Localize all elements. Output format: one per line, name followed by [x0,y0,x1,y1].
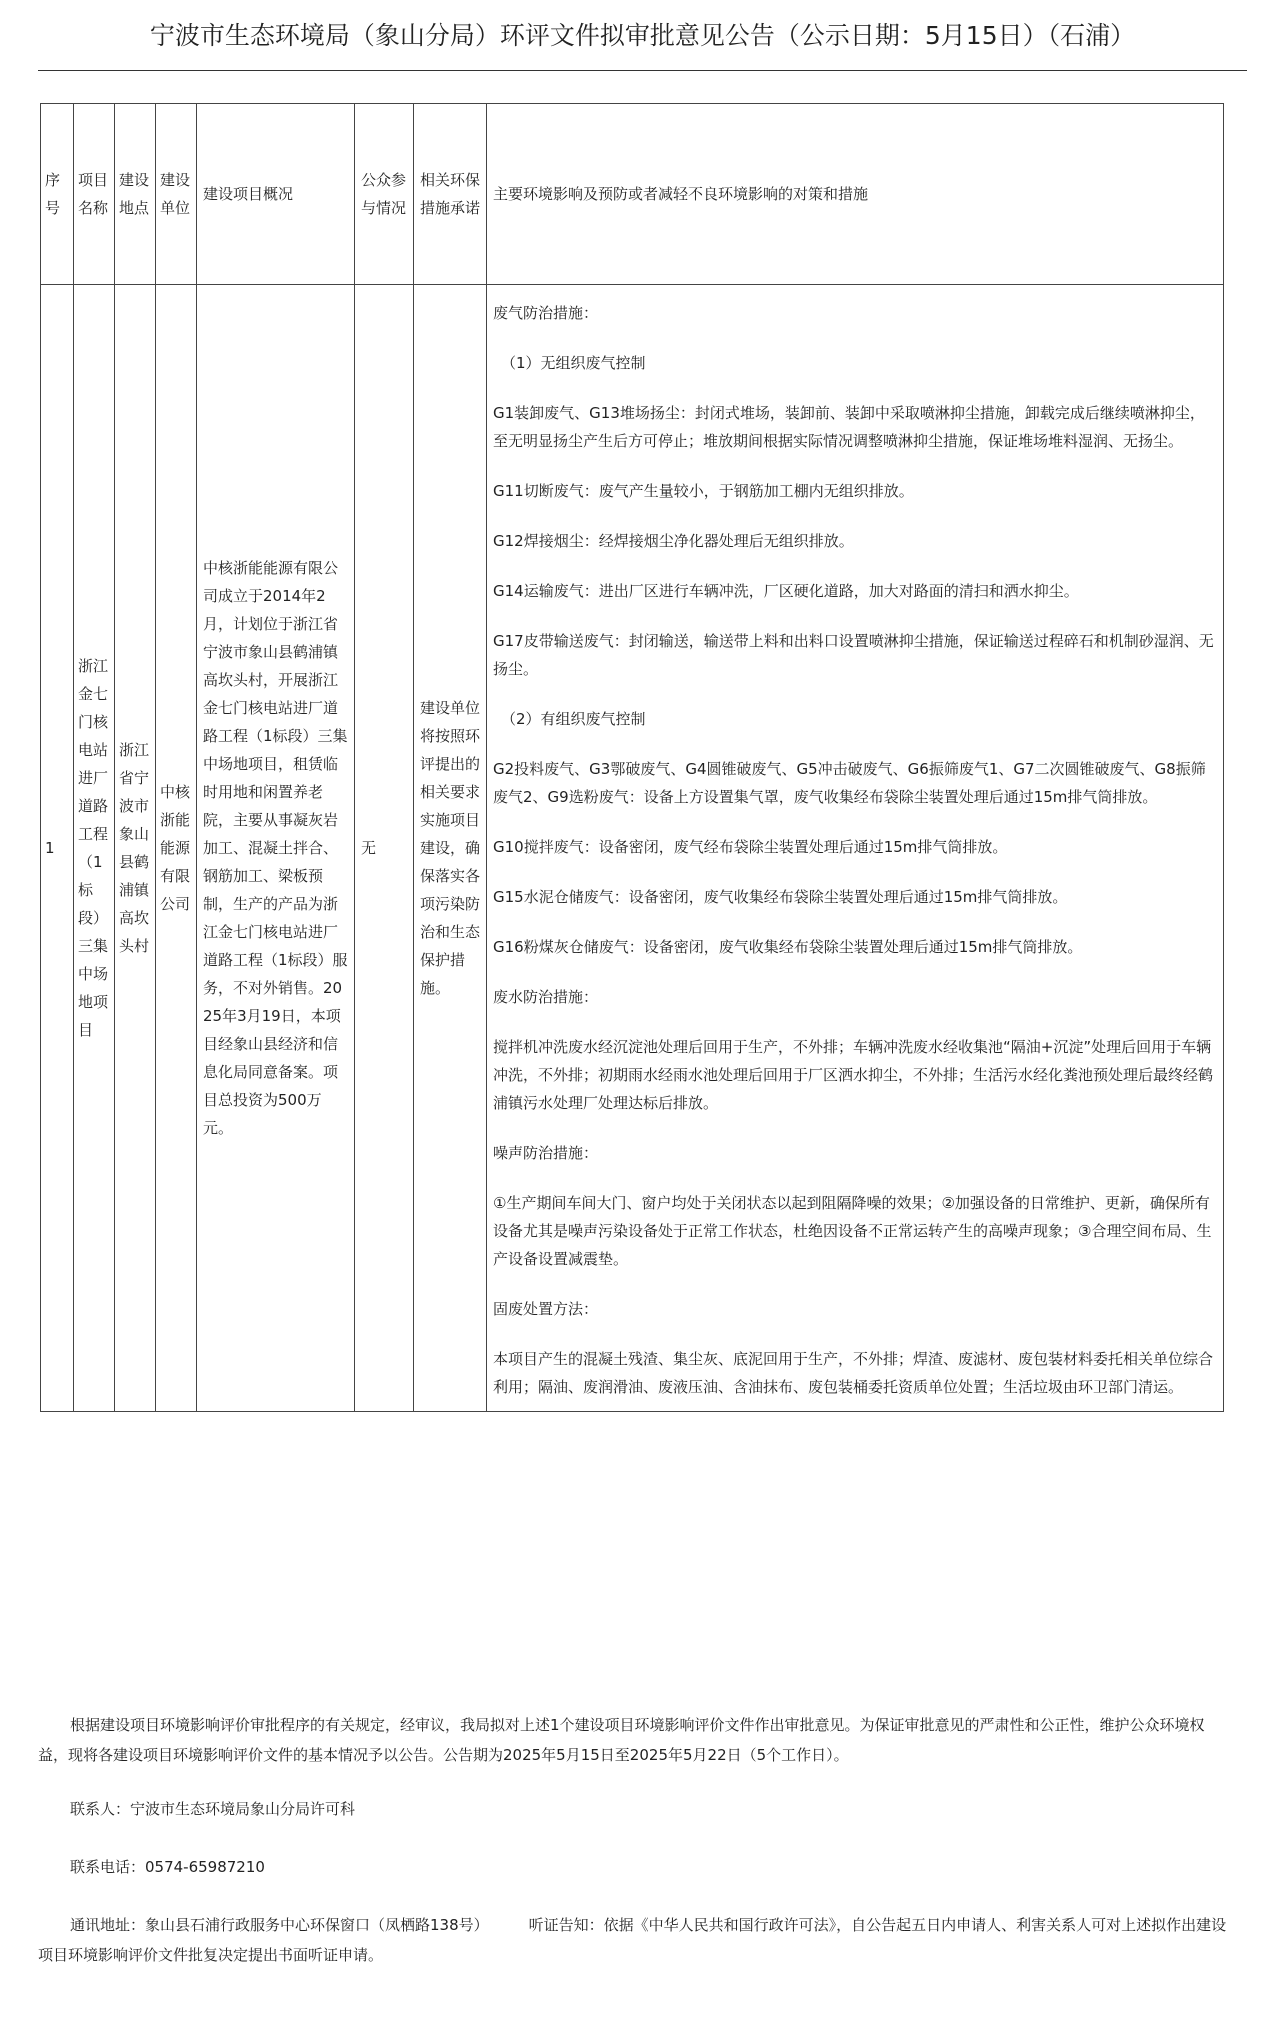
header-measures: 主要环境影响及预防或者减轻不良环境影响的对策和措施 [487,104,1224,285]
measure-item: G1装卸废气、G13堆场扬尘：封闭式堆场，装卸前、装卸中采取喷淋抑尘措施，卸载完成后继续喷淋抑尘，至无明显扬尘产生后方可停止；堆放期间根据实际情况调整喷淋抑尘措施，保证堆场堆料湿润、无扬尘。 [493,404,1205,450]
measure-heading-solid-waste: 固废处置方法： [493,1300,599,1318]
measure-item: G16粉煤灰仓储废气：设备密闭，废气收集经布袋除尘装置处理后通过15m排气筒排放。 [493,938,1083,956]
cell-public-participation: 无 [355,285,414,1412]
address-and-hearing [38,1910,1228,1970]
header-public-participation: 公众参与情况 [355,104,414,285]
measure-heading-air: 废气防治措施： [493,304,599,322]
measure-item: G11切断废气：废气产生量较小，于钢筋加工棚内无组织排放。 [493,482,914,500]
title-divider [38,70,1247,71]
measure-subheading-organized: （2）有组织废气控制 [501,710,646,728]
measure-item: G2投料废气、G3鄂破废气、G4圆锥破废气、G5冲击破废气、G6振筛废气1、G7二次圆锥破废气、G8振筛废气2、G9选粉废气：设备上方设置集气罩，废气收集经布袋除尘装置处理后通过15m排气筒排放。 [493,760,1206,806]
contact-person: 联系人：宁波市生态环境局象山分局许可科 [70,1800,356,1818]
measure-item: G12焊接烟尘：经焊接烟尘净化器处理后无组织排放。 [493,532,854,550]
mailing-address: 通讯地址：象山县石浦行政服务中心环保窗口（凤栖路138号） [70,1916,489,1934]
contact-phone: 联系电话：0574-65987210 [70,1858,265,1876]
measure-item: G10搅拌废气：设备密闭，废气经布袋除尘装置处理后通过15m排气筒排放。 [493,838,1008,856]
announcement-paragraph: 根据建设项目环境影响评价审批程序的有关规定，经审议，我局拟对上述1个建设项目环境影响评价文件作出审批意见。为保证审批意见的严肃性和公正性，维护公众环境权益，现将各建设项目环境影响评价文件的基本情况予以公告。公告期为2025年5月15日至2025年5月22日（5个工作日）。 [38,1716,1205,1764]
hearing-notice: 听证告知：依据《中华人民共和国行政许可法》，自公告起五日内申请人、利害关系人可对上述拟作出建设项目环境影响评价文件批复决定提出书面听证申请。 [38,1916,1227,1964]
measure-item: ①生产期间车间大门、窗户均处于关闭状态以起到阻隔降噪的效果；②加强设备的日常维护、更新，确保所有设备尤其是噪声污染设备处于正常工作状态，杜绝因设备不正常运转产生的高噪声现象；③合理空间布局、生产设备设置减震垫。 [493,1194,1212,1268]
cell-seq: 1 [41,285,74,1412]
cell-project-name: 浙江金七门核电站进厂道路工程（1标段）三集中场地项目 [74,285,115,1412]
header-unit: 建设单位 [156,104,197,285]
cell-measures [487,285,1224,1412]
measure-item: G17皮带输送废气：封闭输送，输送带上料和出料口设置喷淋抑尘措施，保证输送过程碎石和机制砂湿润、无扬尘。 [493,632,1214,678]
project-table [40,103,1224,1412]
page-title: 宁波市生态环境局（象山分局）环评文件拟审批意见公告（公示日期：5月15日）（石浦） [149,21,1136,50]
cell-location: 浙江省宁波市象山县鹤浦镇高坎头村 [115,285,156,1412]
header-project-name: 项目名称 [74,104,115,285]
measure-item: G15水泥仓储废气：设备密闭，废气收集经布袋除尘装置处理后通过15m排气筒排放。 [493,888,1068,906]
header-overview: 建设项目概况 [197,104,355,285]
measure-heading-water: 废水防治措施： [493,988,599,1006]
header-commitment: 相关环保措施承诺 [414,104,487,285]
header-seq: 序号 [41,104,74,285]
table-header-row [41,104,1224,285]
measure-item: G14运输废气：进出厂区进行车辆冲洗，厂区硬化道路，加大对路面的清扫和洒水抑尘。 [493,582,1079,600]
cell-overview: 中核浙能能源有限公司成立于2014年2月，计划位于浙江省宁波市象山县鹤浦镇高坎头村，开展浙江金七门核电站进厂道路工程（1标段）三集中场地项目，租赁临时用地和闲置养老院，主要从事凝灰岩加工、混凝土拌合、钢筋加工、梁板预制，生产的产品为浙江金七门核电站进厂道路工程（1标段）服务，不对外销售。2025年3月19日，本项目经象山县经济和信息化局同意备案。项目总投资为500万元。 [197,285,355,1412]
measure-item: 本项目产生的混凝土残渣、集尘灰、底泥回用于生产，不外排；焊渣、废滤材、废包装材料委托相关单位综合利用；隔油、废润滑油、废液压油、含油抹布、废包装桶委托资质单位处置；生活垃圾由环卫部门清运。 [493,1350,1214,1396]
cell-commitment: 建设单位将按照环评提出的相关要求实施项目建设，确保落实各项污染防治和生态保护措施。 [414,285,487,1412]
cell-unit: 中核浙能能源有限公司 [156,285,197,1412]
table-row [41,285,1224,1412]
measure-item: 搅拌机冲洗废水经沉淀池处理后回用于生产，不外排；车辆冲洗废水经收集池“隔油+沉淀”处理后回用于车辆冲洗，不外排；初期雨水经雨水池处理后回用于厂区洒水抑尘，不外排；生活污水经化粪池预处理后最终经鹤浦镇污水处理厂处理达标后排放。 [493,1038,1214,1112]
header-location: 建设地点 [115,104,156,285]
measure-heading-noise: 噪声防治措施： [493,1144,599,1162]
measure-subheading-fugitive: （1）无组织废气控制 [501,354,646,372]
